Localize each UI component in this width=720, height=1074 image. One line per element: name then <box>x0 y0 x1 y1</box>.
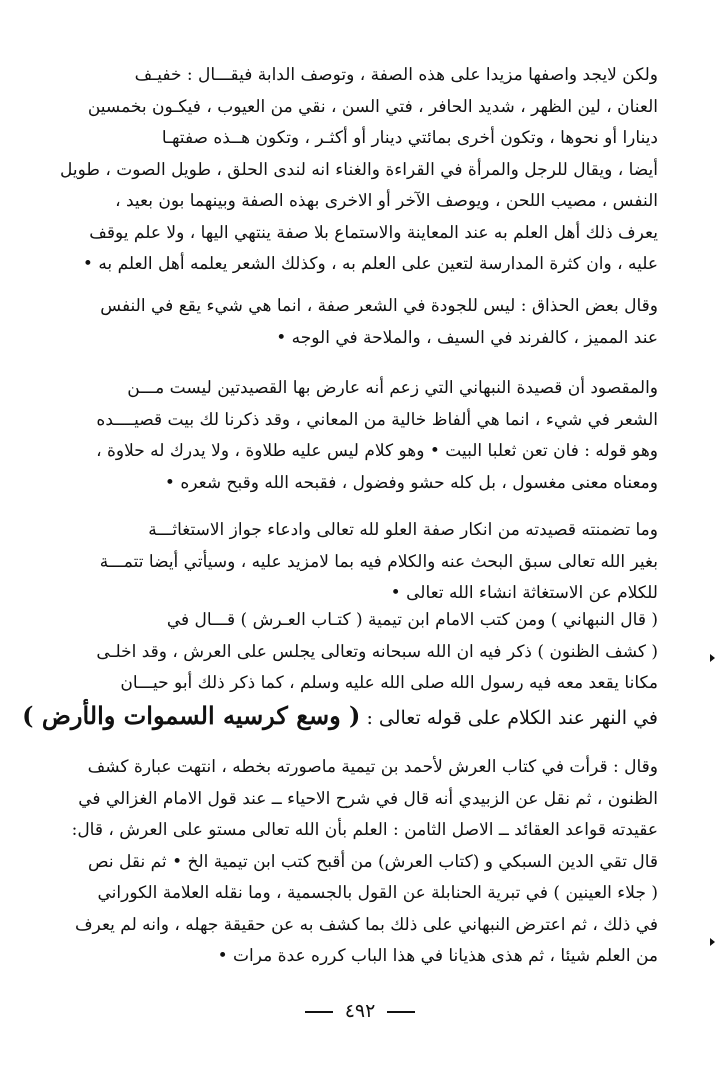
text-line: ومعناه معنى مغسول ، بل كله حشو وفضول ، فقبحه الله وقبح شعره • <box>164 472 658 493</box>
dash-divider <box>387 1011 415 1013</box>
text-line: من العلم شيئا ، ثم هذى هذيانا في هذا الباب كرره عدة مرات • <box>217 946 658 966</box>
text-line: ( جلاء العينين ) في تبرية الحنابلة عن القول بالجسمية ، وما نقله العلامة الكوراني <box>97 883 658 903</box>
text-line: ( قال النبهاني ) ومن كتب الامام ابن تيمية ( كتـاب العـرش ) قـــال في <box>166 610 658 630</box>
text-line: مكانا يقعد معه فيه رسول الله صلى الله عليه وسلم ، كما ذكر ذلك أبو حيـــان <box>120 673 658 693</box>
quran-verse-line <box>22 700 658 732</box>
text-line: الظنون ، ثم نقل عن الزبيدي أنه قال في شرح الاحياء ــ عند قول الامام الغزالي في <box>78 788 658 809</box>
text-line: والمقصود أن قصيدة النبهاني التي زعم أنه عارض بها القصيدتين ليست مـــن <box>127 378 658 398</box>
text-line: وقال بعض الحذاق : ليس للجودة في الشعر صفة ، انما هي شيء يقع في النفس <box>100 296 658 316</box>
text-line: في ذلك ، ثم اعترض النبهاني على ذلك بما كشف به عن حقيقة جهله ، وانه لم يعرف <box>74 914 658 935</box>
text-line: الشعر في شيء ، انما هي ألفاظ خالية من المعاني ، وقد ذكرنا لك بيت قصيــــده <box>96 409 658 430</box>
paragraph-6 <box>58 752 658 973</box>
quran-verse: ( وسع كرسيه السموات والأرض ) <box>22 700 361 730</box>
text-line: العنان ، لين الظهر ، شديد الحافر ، فتي السن ، نقي من العيوب ، فيكـون بخمسين <box>87 96 658 117</box>
paragraph-4 <box>58 515 658 610</box>
text-line: ولكن لايجد واصفها مزيدا على هذه الصفة ، وتوصف الدابة فيقـــال : خفيـف <box>134 65 658 85</box>
text-line: وما تضمنته قصيدته من انكار صفة العلو لله تعالى وادعاء جواز الاستغاثـــة <box>148 520 658 540</box>
text-line: وهو قوله : فان تعن ثعلبا البيت • وهو كلام ليس عليه طلاوة ، ولا يدرك له حلاوة ، <box>96 441 658 461</box>
verse-intro: في النهر عند الكلام على قوله تعالى : <box>366 706 658 729</box>
margin-arrow-icon <box>710 654 715 662</box>
page-number <box>0 1000 720 1022</box>
text-line: أيضا ، ويقال للرجل والمرأة في القراءة والغناء انه لندى الحلق ، طويل الصوت ، طويل <box>60 159 658 180</box>
text-line: للكلام عن الاستغاثة انشاء الله تعالى • <box>390 583 658 603</box>
paragraph-3 <box>58 373 658 499</box>
paragraph-1 <box>58 60 658 281</box>
margin-arrow-icon <box>710 938 715 946</box>
dash-divider <box>305 1011 333 1013</box>
text-line: بغير الله تعالى سبق البحث عنه والكلام فيه بما لامزيد عليه ، وسيأتي أيضا تتمـــة <box>99 551 658 572</box>
text-line: ( كشف الظنون ) ذكر فيه ان الله سبحانه وتعالى يجلس على العرش ، وقد اخلـى <box>96 641 658 662</box>
text-line: دينارا أو نحوها ، وتكون أخرى بمائتي دينار أو أكثـر ، وتكون هــذه صفتهـا <box>161 128 658 148</box>
paragraph-2 <box>58 291 658 354</box>
text-line: قال تقي الدين السبكي و (كتاب العرش) من أقبح كتب ابن تيمية الخ • ثم نقل نص <box>88 851 658 872</box>
paragraph-5 <box>22 605 658 731</box>
text-line: عليه ، وان كثرة المدارسة لتعين على العلم به ، وكذلك الشعر يعلمه أهل العلم به • <box>82 254 658 274</box>
text-line: يعرف ذلك أهل العلم به عند المعاينة والاستماع بلا صفة ينتهي اليها ، ولا علم يوقف <box>89 222 658 243</box>
text-line: عقيدته قواعد العقائد ــ الاصل الثامن : العلم بأن الله تعالى مستو على العرش ، قال: <box>71 820 658 840</box>
text-line: عند المميز ، كالفرند في السيف ، والملاحة في الوجه • <box>276 327 658 348</box>
text-line: وقال : قرأت في كتاب العرش لأحمد بن تيمية ماصورته بخطه ، انتهت عبارة كشف <box>87 757 658 777</box>
text-line: النفس ، مصيب اللحن ، ويوصف الآخر أو الاخرى بهذه الصفة وبينهما بون بعيد ، <box>115 191 658 211</box>
page-number-value: ٤٩٢ <box>344 1000 376 1022</box>
